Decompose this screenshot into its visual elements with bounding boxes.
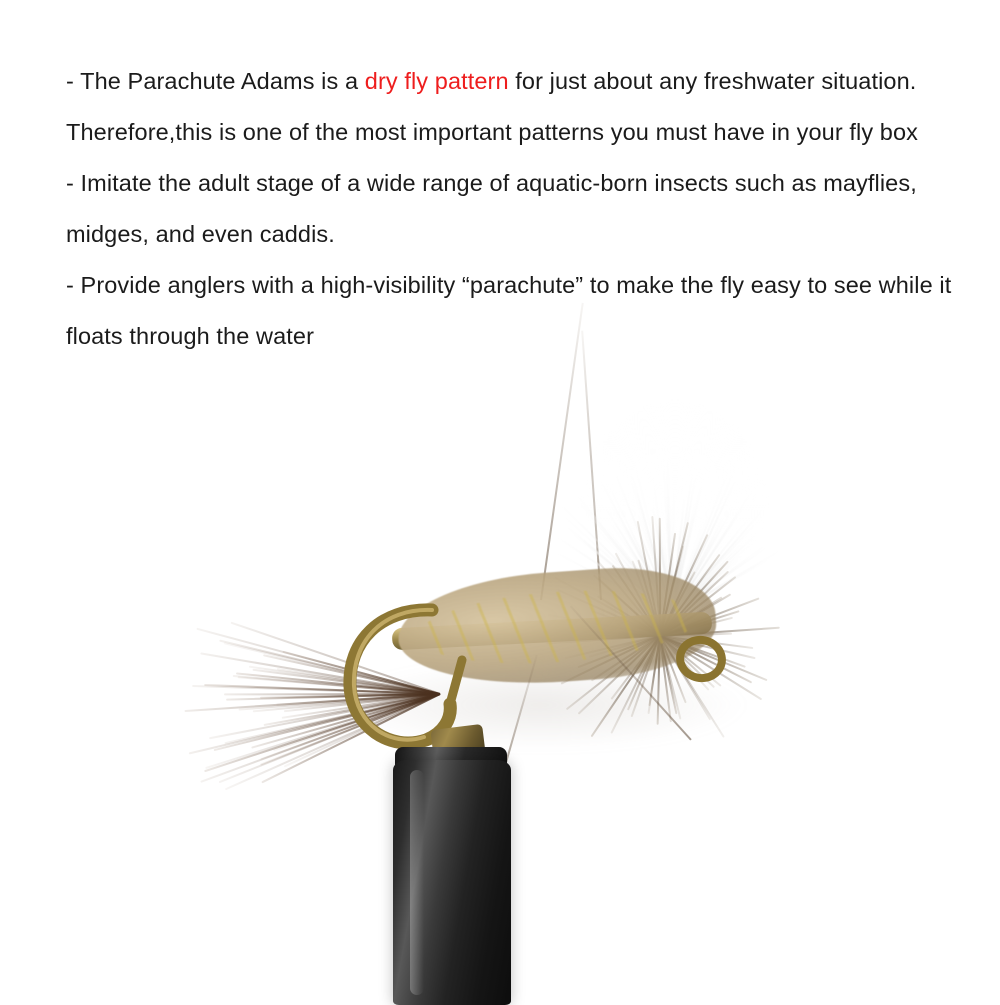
bullet1-text-part2: for just about any freshwater situation. Therefore,this is one of the most important patterns you must have in your fly box — [66, 68, 918, 145]
bullet-item-1 — [66, 56, 978, 158]
vise-stem — [393, 760, 511, 1005]
bullet-item-3: - Provide anglers with a high-visibility “parachute” to make the fly easy to see while it floats through the water — [66, 272, 952, 349]
description-text-block — [66, 56, 978, 362]
bullet1-highlight: dry fly pattern — [364, 68, 509, 94]
bullet1-text-part1: - The Parachute Adams is a — [66, 68, 365, 94]
bullet-item-2: - Imitate the adult stage of a wide range of aquatic-born insects such as mayflies, midges, and even caddis. — [66, 170, 917, 247]
